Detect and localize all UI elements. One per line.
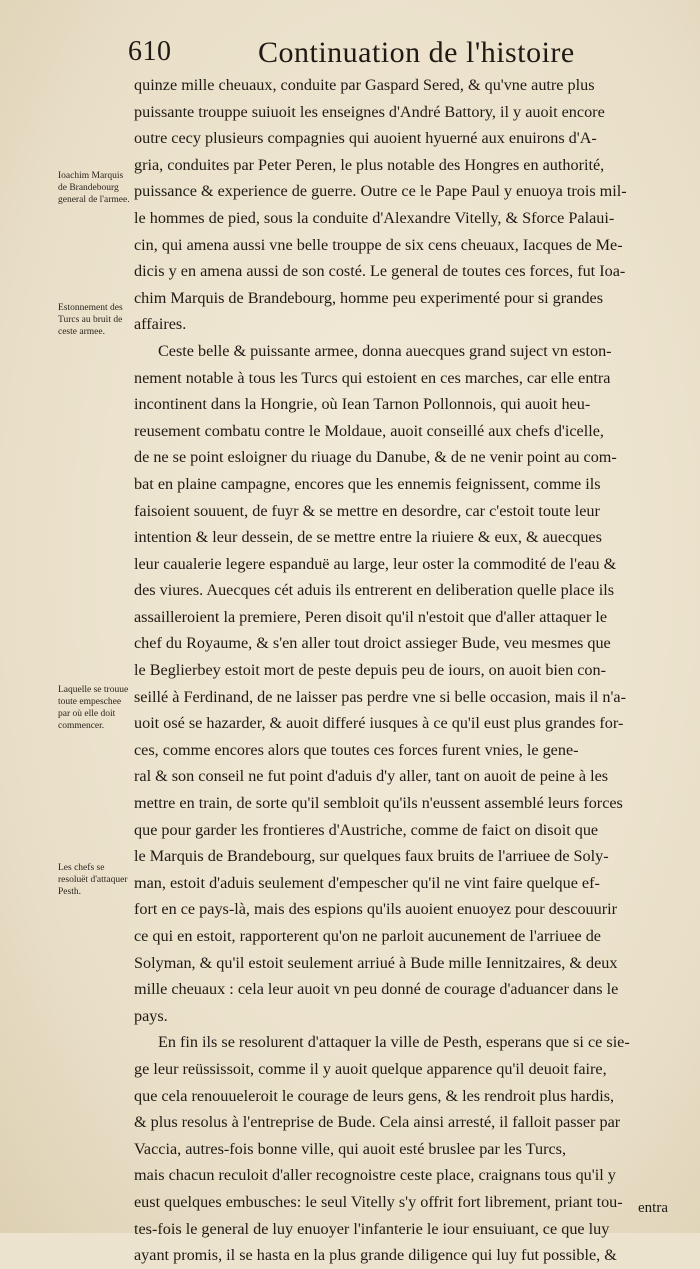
text-line: fort en ce pays-là, mais des espions qu'ils auoient enuoyez pour descouurir xyxy=(134,900,618,919)
margin-note: Les chefs se resoluët d'attaquer Pesth. xyxy=(58,863,128,897)
text-line: eust quelques embusches: le seul Vitelly s'y offrit fort librement, priant tou- xyxy=(134,1192,623,1211)
margin-note: Estonnement des Turcs au bruit de ceste armee. xyxy=(58,303,123,337)
text-line: pays. xyxy=(134,1006,168,1025)
text-line: le Marquis de Brandebourg, sur quelques faux bruits de l'arriuee de Soly- xyxy=(134,847,609,866)
text-line: gria, conduites par Peter Peren, le plus notable des Hongres en authorité, xyxy=(134,155,605,174)
text-line: le hommes de pied, sous la conduite d'Alexandre Vitelly, & Sforce Palaui- xyxy=(134,208,615,227)
text-line: man, estoit d'aduis seulement d'empescher qu'il ne vint faire quelque ef- xyxy=(134,873,600,892)
text-line: En fin ils se resolurent d'attaquer la ville de Pesth, esperans que si ce sie- xyxy=(158,1033,630,1052)
text-line: Vaccia, autres-fois bonne ville, qui auoit esté bruslee par les Turcs, xyxy=(134,1139,567,1158)
text-line: assailleroient la premiere, Peren disoit qu'il n'estoit que d'aller attaquer le xyxy=(134,607,608,626)
text-line: mille cheuaux : cela leur auoit vn peu donné de courage d'aduancer dans le xyxy=(134,980,619,999)
text-line: intention & leur dessein, de se mettre entre la riuiere & eux, & auecques xyxy=(134,528,602,547)
text-line: ayant promis, il se hasta en la plus grande diligence qui luy fut possible, & xyxy=(134,1246,617,1265)
page-number: 610 xyxy=(128,36,172,67)
text-line: dicis y en amena aussi de son costé. Le general de toutes ces forces, fut Ioa- xyxy=(134,262,626,281)
text-line: que pour garder les frontieres d'Austriche, comme de faict on disoit que xyxy=(134,820,599,839)
text-line: chim Marquis de Brandebourg, homme peu experimenté pour si grandes xyxy=(134,288,604,307)
text-line: incontinent dans la Hongrie, où Iean Tarnon Pollonnois, qui auoit heu- xyxy=(134,395,591,414)
text-line: uoit osé se hazarder, & auoit differé iusques à ce qu'il eust plus grandes for- xyxy=(134,714,624,733)
text-line: & plus resolus à l'entreprise de Bude. Cela ainsi arresté, il falloit passer par xyxy=(134,1113,621,1132)
text-line: ge leur reüssissoit, comme il y auoit quelque apparence qu'il deuoit faire, xyxy=(134,1059,607,1078)
text-line: Solyman, & qu'il estoit seulement arriué à Bude mille Iennitzaires, & deux xyxy=(134,953,618,972)
text-line: de ne se point esloigner du riuage du Danube, & de ne venir point au com- xyxy=(134,448,617,467)
text-line: ral & son conseil ne fut point d'aduis d'y aller, tant on auoit de peine à les xyxy=(134,767,609,786)
text-line: outre cecy plusieurs compagnies qui auoient hyuerné aux enuirons d'A- xyxy=(134,129,597,148)
text-line: ces, comme encores alors que toutes ces forces furent vnies, le gene- xyxy=(134,740,579,759)
text-line: leur caualerie legere espanduë au large, leur oster la commodité de l'eau & xyxy=(134,554,617,573)
running-title: Continuation de l'histoire xyxy=(258,36,575,69)
text-line: des viures. Auecques cét aduis ils entrerent en deliberation quelle place ils xyxy=(134,581,615,600)
text-line: cin, qui amena aussi vne belle trouppe de six cens cheuaux, Iacques de Me- xyxy=(134,235,623,254)
text-line: puissance & experience de guerre. Outre ce le Pape Paul y enuoya trois mil- xyxy=(134,182,627,201)
catchword: entra xyxy=(638,1200,668,1216)
text-line: le Beglierbey estoit mort de peste depuis peu de iours, on auoit bien con- xyxy=(134,661,607,680)
text-line: nement notable à tous les Turcs qui estoient en ces marches, car elle entra xyxy=(134,368,611,387)
text-line: Ceste belle & puissante armee, donna auecques grand suject vn eston- xyxy=(158,341,612,360)
text-line: reusement combatu contre le Moldaue, auoit conseillé aux chefs d'icelle, xyxy=(134,421,604,440)
margin-note: Laquelle se trouue toute empeschee par où elle doit commencer. xyxy=(58,685,129,731)
text-line: faisoient souuent, de fuyr & se mettre en desordre, car c'estoit toute leur xyxy=(134,501,600,520)
body-text xyxy=(134,72,668,1269)
text-line: mais chacun reculoit d'aller recognoistre ceste place, craignans tous qu'il y xyxy=(134,1166,616,1185)
text-line: puissante trouppe suiuoit les enseignes d'André Battory, il y auoit encore xyxy=(134,102,605,121)
text-line: affaires. xyxy=(134,315,187,334)
text-line: bat en plaine campagne, encores que les ennemis feignissent, comme ils xyxy=(134,474,601,493)
text-line: quinze mille cheuaux, conduite par Gaspard Sered, & qu'vne autre plus xyxy=(134,76,595,94)
text-line: ce qui en estoit, rapporterent qu'on ne parloit aucunement de l'arriuee de xyxy=(134,927,601,945)
text-line: tes-fois le general de luy enuoyer l'infanterie le iour ensuiuant, ce que luy xyxy=(134,1219,610,1238)
text-line: que cela renouueleroit le courage de leurs gens, & les rendroit plus hardis, xyxy=(134,1086,615,1105)
text-line: seillé à Ferdinand, de ne laisser pas perdre vne si belle occasion, mais il n'a- xyxy=(134,687,626,706)
margin-note: Ioachim Marquis de Brandebourg general de l'armee. xyxy=(58,171,130,205)
text-line: mettre en train, de sorte qu'il sembloit qu'ils n'eussent assemblé leurs forces xyxy=(134,794,623,813)
text-line: chef du Royaume, & s'en aller tout droict assieger Bude, veu mesmes que xyxy=(134,634,611,653)
